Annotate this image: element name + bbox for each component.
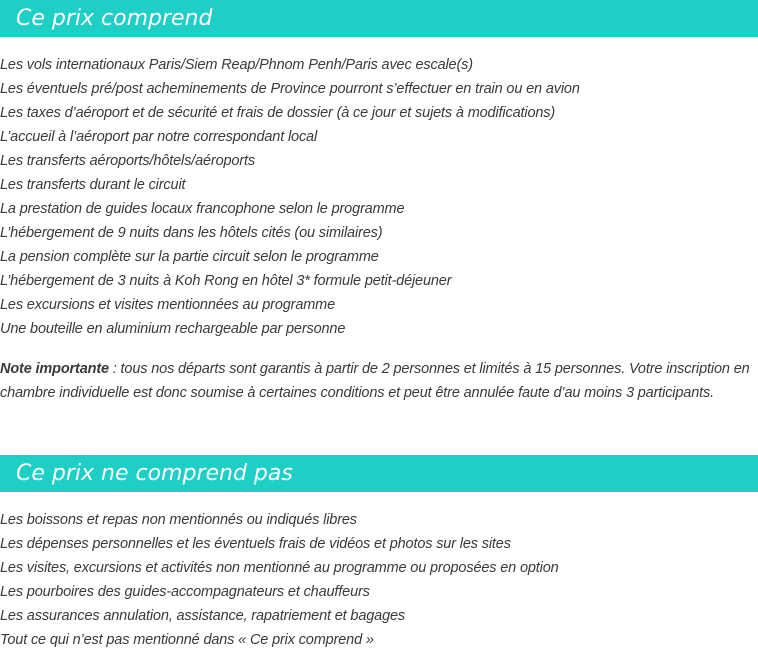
list-item: L’hébergement de 9 nuits dans les hôtels cités (ou similaires) <box>0 225 383 241</box>
list-item: La pension complète sur la partie circuit selon le programme <box>0 249 379 265</box>
list-item: La prestation de guides locaux francophone selon le programme <box>0 201 405 217</box>
list-item: Les vols internationaux Paris/Siem Reap/Phnom Penh/Paris avec escale(s) <box>0 57 473 73</box>
list-item: Les excursions et visites mentionnées au programme <box>0 297 336 313</box>
included-items-list <box>0 53 580 341</box>
list-item: Les transferts durant le circuit <box>0 177 186 193</box>
list-item: Les pourboires des guides-accompagnateurs et chauffeurs <box>0 584 370 600</box>
list-item: Tout ce qui n’est pas mentionné dans « Ce prix comprend » <box>0 632 374 648</box>
list-item: L’accueil à l’aéroport par notre correspondant local <box>0 129 318 145</box>
important-note-label: Note importante <box>0 361 109 377</box>
list-item: Les éventuels pré/post acheminements de Province pourront s’effectuer en train ou en avion <box>0 81 580 97</box>
list-item: Les visites, excursions et activités non mentionné au programme ou proposées en option <box>0 560 559 576</box>
list-item: Les boissons et repas non mentionnés ou indiqués libres <box>0 512 357 528</box>
important-note-text: : tous nos départs sont garantis à partir de 2 personnes et limités à 15 personnes. Votre inscription en chambre individuelle est donc soumise à certaines conditions et peut être annulée faute d’au moins 3 participants. <box>0 361 750 401</box>
list-item: L’hébergement de 3 nuits à Koh Rong en hôtel 3* formule petit-déjeuner <box>0 273 452 289</box>
list-item: Les dépenses personnelles et les éventuels frais de vidéos et photos sur les sites <box>0 536 511 552</box>
list-item: Une bouteille en aluminium rechargeable par personne <box>0 321 346 337</box>
list-item: Les transferts aéroports/hôtels/aéroports <box>0 153 255 169</box>
list-item: Les taxes d’aéroport et de sécurité et frais de dossier (à ce jour et sujets à modifications) <box>0 105 556 121</box>
important-note <box>0 357 756 405</box>
excluded-items-list <box>0 508 559 652</box>
list-item: Les assurances annulation, assistance, rapatriement et bagages <box>0 608 406 624</box>
included-section-title: Ce prix comprend <box>0 0 758 37</box>
excluded-section-title: Ce prix ne comprend pas <box>0 455 758 492</box>
